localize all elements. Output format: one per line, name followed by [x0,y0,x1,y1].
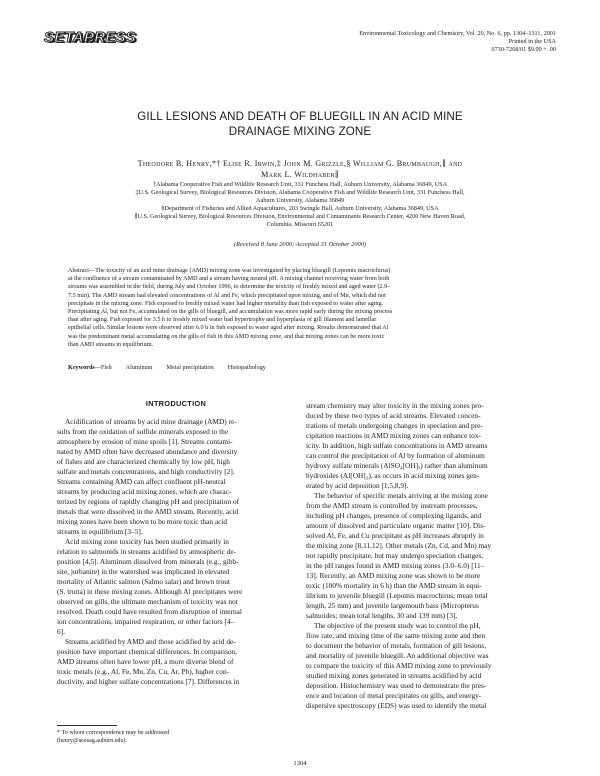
logo-press-text: PRESS [84,29,136,46]
text-line: salmoides; mean total lengths, 30 and 139 mm) [3]. [306,611,458,620]
abstract-line: 7.5 min). The AMD stream had elevated concentrations of Al and Fe, which precipitated upon mixing, and of Mn, which did not [68,291,386,299]
abstract-line: than after aging. Fish exposed for 3.5 h to freshly mixed water had hypertrophy and hyperplasia of gill filament and lamellar [68,316,377,324]
author-line: Mark L. Wildhaber∥ [261,170,339,179]
text-line: cipitation reactions in AMD mixing zones can enhance tox- [306,431,481,440]
text-line: from the AMD stream is controlled by instream processes, [306,501,478,510]
footnote-line: (henry@acesag.auburn.edu). [57,738,128,744]
keyword: Fish [101,364,112,371]
text-line: Streams acidified by AMD and those acidified by acid de- [65,637,236,646]
text-line: position have important chemical differences. In comparison, [57,647,238,656]
keyword: Metal precipitation [166,364,214,371]
abstract-line: precipitate in the mixing zone. Fish exposed to freshly mixed water had higher mortality than fish exposed to water after aging. [68,299,384,307]
text-line: flow rate, and mixing time of the same mixing zone and then [306,631,486,640]
text-line: toxic (100% mortality in 6 h) than the AMD stream in equi- [306,581,482,590]
abstract-line: was the predominant metal accumulating on the gills of fish in this AMD mixing zone, and that mixing zones can be more toxic [68,332,385,340]
affiliation-line: §Department of Fisheries and Allied Aquacultures, 203 Swingle Hall, Auburn University, Alabama 36849, USA [161,205,439,213]
abstract-line: streams was assembled in the field, during July and October 1996, to determine the toxicity of freshly mixed and aged water (2.9– [68,283,391,291]
text-line: mixing zones have been shown to be more toxic than acid [57,517,228,526]
abstract-line: Precipitating Al, but not Fe, accumulated on the gills of bluegill, and accumulation was more rapid early during the mixing process [68,308,393,316]
text-line: 13]. Recently, an AMD mixing zone was shown to be more [306,571,481,580]
text-line: to document the behavior of metals, formation of gill lesions, [306,641,487,650]
text-line: trations of metals undergoing changes in speciation and pre- [306,421,483,430]
received-dates: (Received 8 June 2000; Accepted 31 October 2000) [233,241,367,248]
text-line: to compare the toxicity of this AMD mixing zone to previously [306,661,492,670]
logo-setac-text: SETAC [44,29,95,46]
text-line: The behavior of specific metals arriving at the mixing zone [314,491,488,500]
text-line: nated by AMD often have decreased abundance and diversity [57,447,238,456]
abstract-line: epithelial cells. Similar lesions were observed after 6.0 h in fish exposed to water aged after mixing. Results demonstrated that Al [68,324,389,332]
page-number: 1304 [293,760,307,767]
affiliation-line: Columbia, Missouri 65201 [266,221,334,229]
keywords-label: Keywords [68,364,95,371]
text-line: (S. trutta) in these mixing zones. Although Al precipitates were [57,587,243,596]
text-line: including pH changes, presence of complexing ligands, and [306,511,482,520]
title-line: GILL LESIONS AND DEATH OF BLUEGILL IN AN ACID MINE [137,110,463,123]
text-line: of fishes and are characterized chemically by low pH, high [57,457,230,466]
text-line: AMD streams often have lower pH, a more diverse blend of [57,657,234,666]
affiliation-line: ‡U.S. Geological Survey, Biological Resources Division, Alabama Cooperative Fish and Wildlife Research Unit, 331 Funchess Hall, [135,189,465,197]
text-line: mortality of Atlantic salmon (Salmo salar) and brown trout [57,577,230,586]
abstract-line: at the confluence of a stream contaminated by AMD and a stream having neutral pH. A mixing channel receiving water from both [68,275,390,283]
text-line: in the pH ranges found in AMD mixing zones (3.0–6.0) [11– [306,561,485,570]
text-line: metals that were dissolved in the AMD stream. Recently, acid [57,507,239,516]
text-line: librium to juvenile bluegill (Lepomis macrochirus; mean total [306,591,488,600]
setac-press-logo [44,28,136,48]
left-column [57,401,295,687]
text-line: position [4,5]. Aluminum dissolved from minerals (e.g., gibb- [57,557,239,566]
text-line: hydroxy sulfate minerals (AlSO₄[OH]ₓ) rather than aluminum [306,461,488,470]
affiliation-line: Auburn University, Alabama 36849 [255,197,345,205]
text-line: icity. In addition, high sulfate concentrations in AMD streams [306,441,488,450]
text-line: Streams containing AMD can affect confluent pH-neutral [57,477,226,486]
text-line: solved Al, Fe, and Cu precipitate as pH increases abruptly in [306,531,484,540]
text-line: the mixing zone [8,11,12]. Other metals (Zn, Cd, and Mn) may [306,541,492,550]
text-line: ductivity, and higher sulfate concentrations [7]. Differences in [57,677,240,686]
text-line: erated by acid deposition [1,5,8,9]. [306,481,409,490]
text-line: duced by these two types of acid streams. Elevated concen- [306,411,481,420]
text-line: dispersive spectroscopy (EDS) was used to identify the metal [306,701,487,710]
affiliation-line: ∥U.S. Geological Survey, Biological Resources Division, Environmental and Contaminants Research Center, 4200 New Haven Road, [134,213,466,221]
footnote-divider [57,725,117,726]
author-line: Theodore B. Henry,*† Elise R. Irwin,‡ John M. Grizzle,§ William G. Brumbaugh,∥ and [137,159,463,168]
text-line: atmosphere by erosion of mine spoils [1]. Streams contami- [57,437,233,446]
text-line: can control the precipitation of Al by formation of aluminum [306,451,485,460]
text-line: sults from the oxidation of sulfide minerals exposed to the [57,427,229,436]
text-line: hydroxides (Al[OH]₃), as occurs in acid mixing zones gen- [306,471,480,480]
affiliation-line: †Alabama Cooperative Fish and Wildlife Research Unit, 331 Funchess Hall, Auburn University, Alabama 36849, USA [152,181,448,188]
text-line: Acid mixing zone toxicity has been studied primarily in [65,537,229,546]
title-line: DRAINAGE MIXING ZONE [228,124,372,138]
text-line: resolved. Death could have resulted from disruption of internal [57,607,242,616]
abstract-line: Abstract—The toxicity of an acid mine drainage (AMD) mixing zone was investigated by placing bluegill (Lepomis macrochirus) [68,267,391,274]
text-line: not rapidly precipitate, but may undergo speciation changes, [306,551,484,560]
text-line: deposition. Histochemistry was used to demonstrate the pres- [306,681,487,690]
journal-line: 0730-7268/01 $9.00 + .00 [491,46,556,53]
footnote-line: * To whom correspondence may be addressed [57,730,170,736]
text-line: observed on gills, the ultimate mechanism of toxicity was not [57,597,238,606]
text-line: site, jurbanite) in the watershed was implicated in elevated [57,567,230,576]
text-line: ion concentrations, impaired respiration, or other factors [4– [57,617,235,626]
text-line: studied mixing zones generated in streams acidified by acid [306,671,482,680]
text-line: and mortality of juvenile bluegill. An additional objective was [306,651,489,660]
text-line: stream chemistry may alter toxicity in the mixing zones pro- [306,401,484,410]
journal-line: Environmental Toxicology and Chemistry, Vol. 20, No. 6, pp. 1304–1311, 2001 [359,30,556,37]
text-line: 6]. [57,627,65,636]
journal-line: Printed in the USA [508,38,556,45]
text-line: Acidification of streams by acid mine drainage (AMD) re- [65,417,237,426]
paper-title [70,110,530,139]
keyword: Aluminum [125,364,153,371]
text-line: sulfate and metals concentrations, and high conductivity [2]. [57,467,235,476]
keywords: Keywords—Fish Aluminum Metal precipitation Histopathology [68,364,266,371]
text-line: streams in equilibrium [3–5]. [57,527,143,536]
author-list [56,158,544,180]
keyword: Histopathology [227,364,266,371]
abstract [68,267,532,349]
text-line: relation to salmonids in streams acidified by atmospheric de- [57,547,237,556]
text-line: streams by producing acid mixing zones, which are charac- [57,487,232,496]
correspondence-footnote [57,729,297,745]
introduction-heading: INTRODUCTION [145,399,207,408]
text-line: ence and location of metal precipitates on gills, and energy- [306,691,482,700]
text-line: toxic metals (e.g., Al, Fe, Mn, Zn, Cu, Ar, Pb), higher con- [57,667,230,676]
text-line: terized by regions of rapidly changing pH and precipitation of [57,497,240,506]
text-line: amount of dissolved and particulate organic matter [10]. Dis- [306,521,486,530]
text-line: length, 25 mm) and juvenile largemouth bass (Micropterus [306,601,479,610]
affiliations [60,181,540,230]
abstract-line: than AMD streams in equilibrium. [68,340,154,348]
right-column [306,401,544,711]
text-line: The objective of the present study was to control the pH, [314,621,481,630]
journal-citation [256,30,556,54]
